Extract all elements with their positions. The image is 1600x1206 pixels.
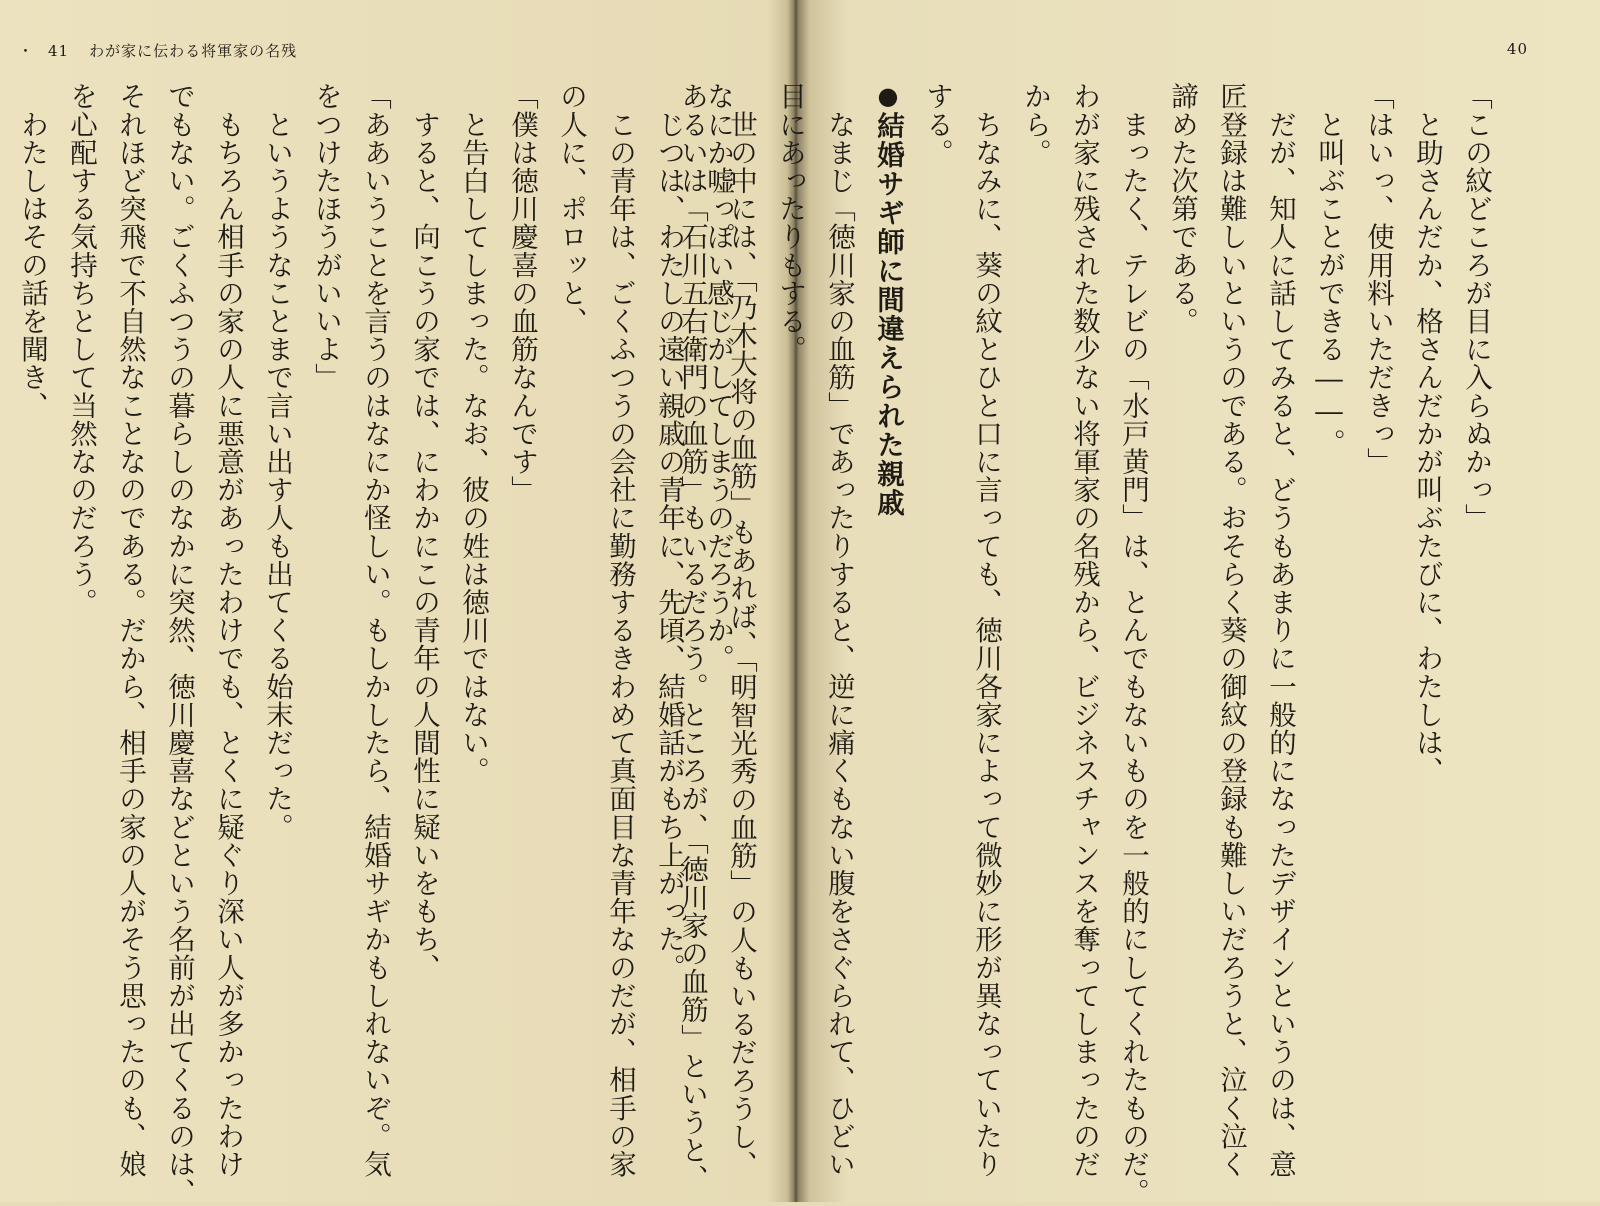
left-page-body: [0, 82, 742, 1206]
text-line: 世の中には、「乃木大将の血筋」もあれば、「明智光秀の血筋」の人もいるだろうし、: [725, 82, 757, 1179]
text-line: なまじ「徳川家の血筋」であったりすると、逆に痛くもない腹をさぐられて、ひどい: [823, 82, 855, 1178]
right-page-number: 40: [1506, 40, 1528, 58]
left-page-number: 41: [48, 42, 70, 60]
left-page-header: [18, 40, 297, 61]
text-line: なにか嘘っぽい感じがしてしまうのだろうか。: [702, 82, 734, 673]
text-line: 「この紋どころが目に入らぬかっ」: [1460, 82, 1492, 532]
text-line: 諦めた次第である。: [1166, 82, 1198, 335]
text-line: わが家に残された数少ない将軍家の名残から、ビジネスチャンスを奪ってしまったのだ: [1068, 82, 1100, 1178]
text-line: の人に、ポロッと、: [555, 82, 587, 335]
running-chapter-title: わが家に伝わる将軍家の名残: [89, 42, 298, 60]
text-line: 目にあったりもする。: [774, 82, 806, 363]
text-line: すると、向こうの家では、にわかにこの青年の人間性に疑いをもち、: [408, 82, 440, 982]
section-heading: [863, 82, 912, 1132]
text-line: と叫ぶことができる――。: [1313, 82, 1345, 457]
text-line: 匠登録は難しいというのである。おそらく葵の御紋の登録も難しいだろうと、泣く泣く: [1215, 82, 1247, 1178]
text-line: というようなことまで言い出す人も出てくる始末だった。: [261, 82, 293, 841]
text-line: それほど突飛で不自然なことなのである。だから、相手の家の人がそう思ったのも、娘: [114, 82, 146, 1178]
right-page-header: [1507, 40, 1528, 58]
header-mark: ・: [18, 42, 35, 60]
text-line: と告白してしまった。なお、彼の姓は徳川ではない。: [457, 82, 489, 785]
text-line: する。: [921, 82, 953, 167]
text-line: ちなみに、葵の紋とひと口に言っても、徳川各家によって微妙に形が異なっていたり: [970, 82, 1002, 1178]
text-line: 「はいっ、使用料いただきっ」: [1362, 82, 1394, 476]
heading-bullet-icon: ●: [874, 82, 902, 112]
text-line: [0, 82, 7, 1132]
text-line: まったく、テレビの「水戸黄門」は、とんでもないものを一般的にしてくれたものだ。: [1117, 82, 1149, 1206]
text-line: をつけたほうがいいよ」: [310, 82, 342, 392]
text-line: あるいは「石川五右衛門の血筋」もいるだろう。ところが、「徳川家の血筋」というと、: [676, 82, 708, 1193]
text-line: 「僕は徳川慶喜の血筋なんです」: [506, 82, 538, 504]
section-heading-text: 結婚サギ師に間違えられた親戚: [872, 111, 904, 518]
right-page-body: [667, 82, 1500, 1206]
text-line: わたしはその話を聞き、: [16, 82, 48, 420]
text-line: から。: [1019, 82, 1051, 167]
text-line: この青年は、ごくふつうの会社に勤務するきわめて真面目な青年なのだが、相手の家: [604, 82, 636, 1178]
text-line: でもない。ごくふつうの暮らしのなかに突然、徳川慶喜などという名前が出てくるのは、: [163, 82, 195, 1206]
text-line: と助さんだか、格さんだかが叫ぶたびに、わたしは、: [1411, 82, 1443, 785]
text-line: を心配する気持ちとして当然なのだろう。: [65, 82, 97, 616]
text-line: もちろん相手の家の人に悪意があったわけでも、とくに疑ぐり深い人が多かったわけ: [212, 82, 244, 1178]
text-line: じつは、わたしの遠い親戚の青年に、先頃、結婚話がもち上がった。: [653, 82, 685, 982]
text-line: 「ああいうことを言うのはなにか怪しい。もしかしたら、結婚サギかもしれないぞ。気: [359, 82, 391, 1178]
text-line: だが、知人に話してみると、どうもあまりに一般的になったデザインというのは、意: [1264, 82, 1296, 1178]
